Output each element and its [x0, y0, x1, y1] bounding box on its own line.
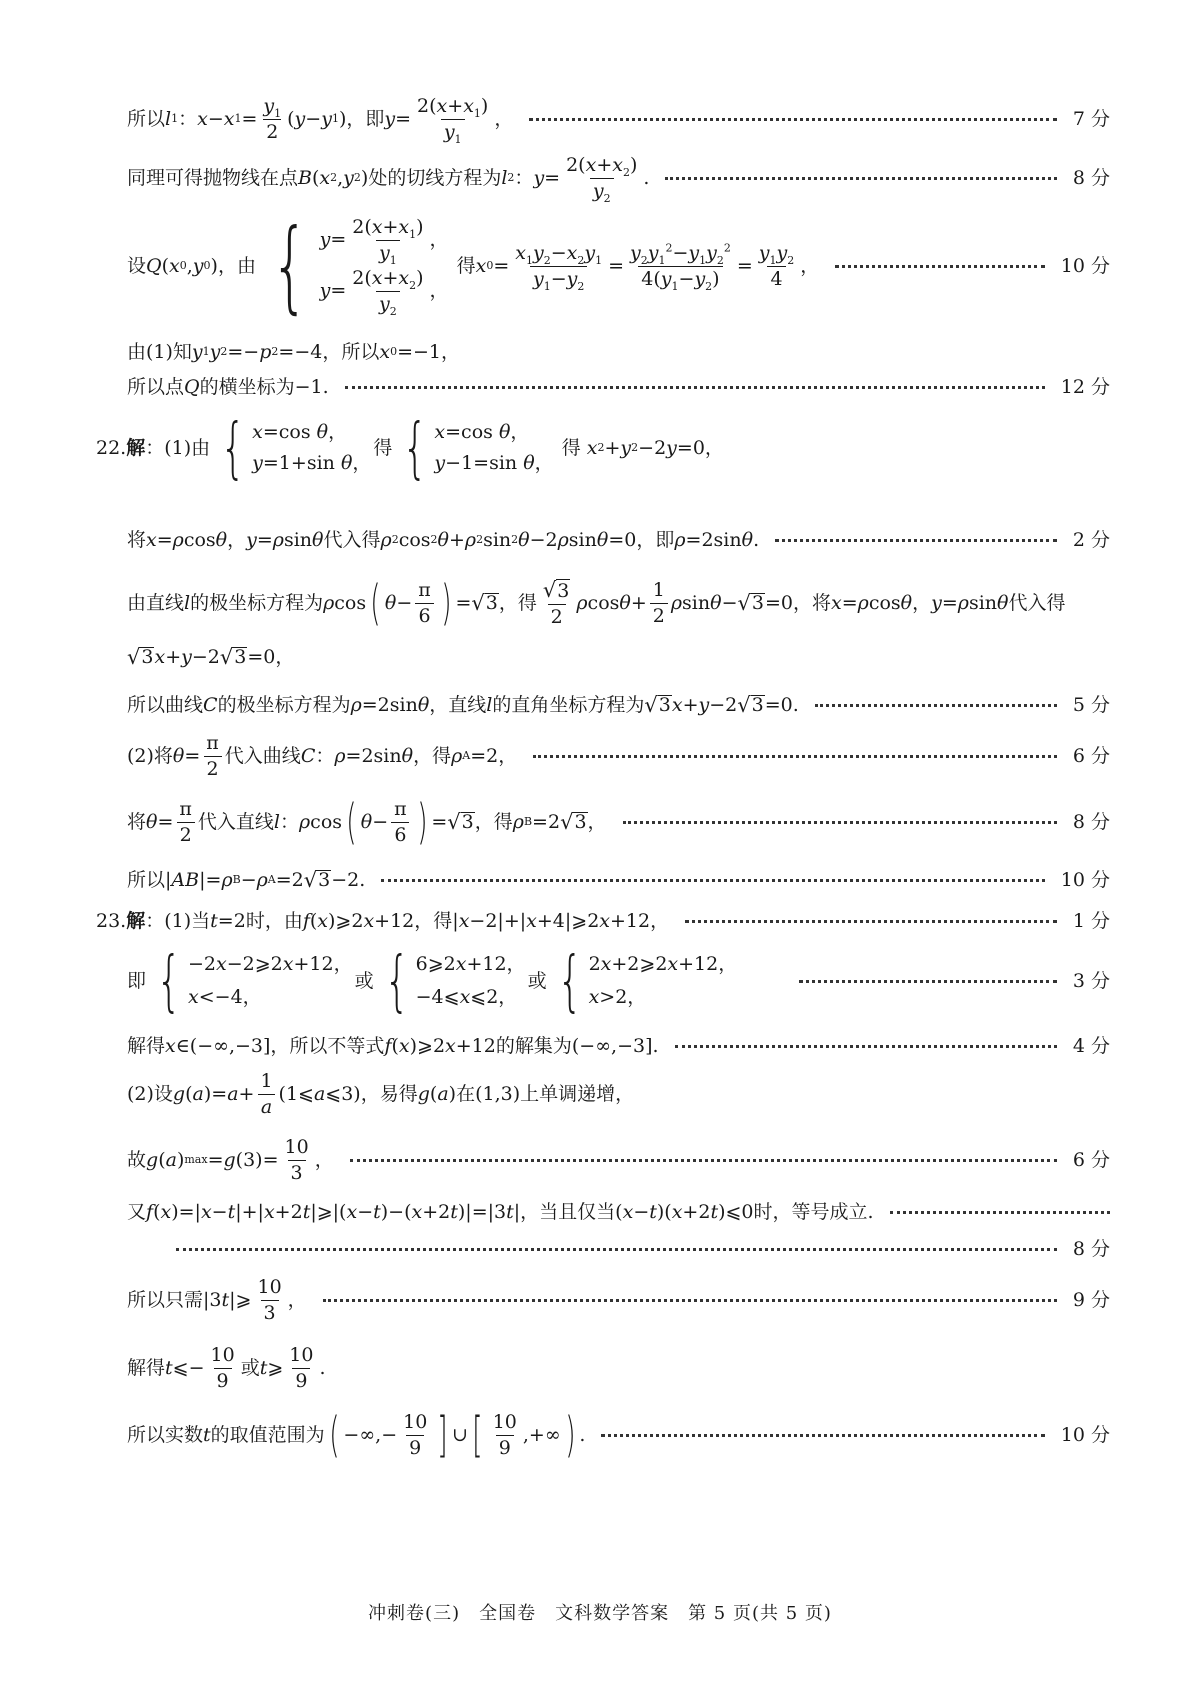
score: 1 分 — [1072, 909, 1110, 932]
text: 所以点 — [127, 375, 185, 398]
text: 的解集为 — [495, 1034, 572, 1057]
text: 所以实数 — [127, 1423, 204, 1446]
answer-line — [176, 1236, 1110, 1262]
text: ，当且仅当 — [520, 1200, 616, 1223]
dot-leader — [533, 755, 1057, 758]
text: ，直线 — [429, 693, 487, 716]
score: 2 分 — [1072, 528, 1110, 551]
text: ：(1)由 — [145, 436, 211, 459]
score: 4 分 — [1072, 1034, 1110, 1057]
text: ：(1)当 — [145, 909, 211, 932]
score: 6 分 — [1072, 744, 1110, 767]
text: 解得 — [127, 1034, 166, 1057]
text: 或 — [527, 969, 547, 992]
text: 所以曲线 — [127, 693, 204, 716]
text: 的取值范围为 — [210, 1423, 325, 1446]
text: 即 — [127, 969, 147, 992]
answer-line: (2)设 g ( a )= a + $\frac{1}{a}$ (1⩽ a ⩽3) ，易得 g ( a ) 在(1,3)上单调递增， — [127, 1069, 635, 1118]
text: ，将 — [792, 591, 831, 614]
text: ，得 — [474, 810, 513, 833]
text: 解得 — [127, 1356, 166, 1379]
text: ，得 — [413, 744, 452, 767]
answer-line: 所以 | AB |= ρ B − ρ A =2 √ 3 −2. 10 分 — [127, 867, 1110, 892]
score: 10 分 — [1060, 254, 1110, 277]
text: 设 — [127, 254, 147, 277]
answer-line: 所以只需 |3 t |⩾ $\frac{10}{3}$ ， 9 分 — [127, 1275, 1110, 1324]
answer-line: 解得 x ∈(−∞,−3] ，所以不等式 f ( x )⩾2 x +12 的解集为 (−∞,−3]. 4 分 — [127, 1034, 1110, 1057]
answer-line: 所以曲线 C 的极坐标方程为 ρ =2sin θ ，直线 l 的直角坐标方程为 √ 3 x + y −2 √ 3 =0. 5 分 — [127, 692, 1110, 717]
equation-system: { 2x+2⩾2x+12， x>2， — [556, 942, 738, 1019]
answer-line: 22. 解 ：(1)由 { x=cos θ， y=1+sin θ， 得 { x=cos θ， y−1=sin θ， 得 x 2 + y 2 −2 y =0， — [96, 409, 724, 486]
solution-label: 解 — [126, 436, 146, 459]
answer-line: 解得 t ⩽− $\frac{10}{9}$ 或 t ⩾ $\frac{10}{9}$ . — [127, 1343, 326, 1392]
dot-leader — [815, 704, 1057, 707]
answer-line: 23. 解 ：(1)当 t =2 时，由 f ( x )⩾2 x +12 ，得 | x −2|+| x +4|⩾2 x +12， 1 分 — [96, 909, 1110, 932]
text: ，得 — [414, 909, 453, 932]
text: 由(1)知 — [127, 340, 192, 363]
answer-line: 将 θ = $\frac{\pi}{2}$ 代入直线 l ： ρ cos ( θ − $\frac{\pi}{6}$ ) = √ 3 ，得 ρ B =2 √ 3 ， 8 分 — [127, 794, 1110, 850]
text: 又 — [127, 1200, 147, 1223]
answer-line: 由(1)知 y 1 y 2 =− p 2 =−4 ，所以 x 0 =−1， — [127, 340, 461, 363]
text: 所以 — [127, 868, 166, 891]
text: 时，等号成立. — [753, 1200, 874, 1223]
dot-leader — [350, 1159, 1057, 1162]
text: 在(1,3)上单调递增， — [456, 1082, 635, 1105]
text: 所以 — [127, 107, 166, 130]
text: 得 — [561, 436, 581, 459]
answer-line — [127, 942, 1110, 1019]
answer-line: 由直线 l 的极坐标方程为 ρ cos ( θ − $\frac{\pi}{6}$ ) = √ 3 ，得 $\frac{√3}{2}$ ρ cos θ + $\frac{1}{2}$ ρ sin θ − √ 3 =0 ，将 x = ρ cos θ ， y = ρ sin θ 代入得 — [127, 575, 1066, 631]
answer-line: 又 f ( x )=| x − t |+| x +2 t |⩾|( x − t )−( x +2 t )|=|3 t | ，当且仅当 ( x − t )( x +2 t )⩽0 时，等号成立. — [127, 1199, 1110, 1225]
answer-line: 将 x = ρ cos θ ， y = ρ sin θ 代入得 ρ 2 cos 2 θ + ρ 2 sin 2 θ −2 ρ sin θ =0 ，即 ρ =2sin θ . 2 分 — [127, 528, 1110, 551]
text: ，即 — [346, 107, 385, 130]
text: ，即 — [636, 528, 675, 551]
equation-system: { 6⩾2x+12， −4⩽x⩽2， — [384, 942, 526, 1019]
dot-leader — [529, 118, 1057, 121]
text: 代入直线 — [197, 810, 274, 833]
text: ，由 — [217, 254, 256, 277]
text: 得 — [456, 254, 476, 277]
equation-system: { x=cos θ， y=1+sin θ， — [220, 409, 372, 486]
dot-leader — [345, 386, 1045, 389]
score: 10 分 — [1060, 868, 1110, 891]
question-number: 23. — [96, 909, 127, 932]
answer-line: 所以实数 t 的取值范围为 ( −∞,− $\frac{10}{9}$ ] ∪ [ $\frac{10}{9}$ ,+∞ ) . 10 分 — [127, 1407, 1110, 1463]
text: 得 — [373, 436, 393, 459]
dot-leader — [601, 1434, 1044, 1437]
equation-system: { −2x−2⩾2x+12， x<−4， — [156, 942, 353, 1019]
text: 将 — [127, 528, 147, 551]
dot-leader — [176, 1248, 1057, 1251]
solution-label: 解 — [126, 909, 146, 932]
answer-line: (2)将 θ = $\frac{\pi}{2}$ 代入曲线 C ： ρ =2sin θ ，得 ρ A =2， 6 分 — [127, 731, 1110, 780]
text: 故 — [127, 1148, 147, 1171]
score: 10 分 — [1060, 1423, 1110, 1446]
text: ，得 — [498, 591, 537, 614]
dot-leader — [835, 265, 1045, 268]
text: 将 — [127, 810, 147, 833]
dot-leader — [685, 920, 1057, 923]
dot-leader — [665, 177, 1056, 180]
text: 由直线 — [127, 591, 185, 614]
dot-leader — [323, 1299, 1057, 1302]
equation-system: { y= $\frac{2(x+x_1)}{y_1}$ ， y= $\frac{2(x+x_2)}{y_2}$ ， — [270, 207, 449, 324]
dot-leader — [775, 539, 1057, 542]
dot-leader — [675, 1045, 1057, 1048]
text: 或 — [354, 969, 374, 992]
dot-leader — [890, 1211, 1110, 1214]
score: 3 分 — [1072, 969, 1110, 992]
text: 同理可得抛物线在点 — [127, 166, 299, 189]
dot-leader — [623, 821, 1057, 824]
score: 6 分 — [1072, 1148, 1110, 1171]
text: ，所以不等式 — [270, 1034, 385, 1057]
text: ，所以 — [322, 340, 380, 363]
answer-line: 所以 l 1 ： x − x 1 = $\frac{y_1}{2}$ ( y − y 1 ) ，即 y = $\frac{2(x+x_1)}{y_1}$ ， 7 分 — [127, 94, 1110, 146]
score: 5 分 — [1072, 693, 1110, 716]
text: ，易得 — [360, 1082, 418, 1105]
text: 的极坐标方程为 — [217, 693, 351, 716]
answer-line: √ 3 x + y −2 √ 3 =0， — [127, 644, 295, 669]
text: 处的切线方程为 — [368, 166, 502, 189]
text: 代入得 — [323, 528, 381, 551]
text: (2)将 — [127, 744, 173, 767]
text: 代入得 — [1008, 591, 1066, 614]
page-footer: 冲刺卷(三) 全国卷 文科数学答案 第 5 页(共 5 页) — [368, 1603, 832, 1624]
answer-line: 故 g ( a ) max = g (3)= $\frac{10}{3}$ ， 6 分 — [127, 1135, 1110, 1184]
score: 9 分 — [1072, 1288, 1110, 1311]
score: 8 分 — [1072, 1237, 1110, 1260]
score: 8 分 — [1072, 810, 1110, 833]
score: 8 分 — [1072, 166, 1110, 189]
text: 代入曲线 — [224, 744, 301, 767]
text: 的直角坐标方程为 — [492, 693, 645, 716]
text: 时，由 — [245, 909, 303, 932]
score: 12 分 — [1060, 375, 1110, 398]
answer-line: 同理可得抛物线在点 B ( x 2 , y 2 ) 处的切线方程为 l 2 ： y = $\frac{2(x+x_2)}{y_2}$ . 8 分 — [127, 153, 1110, 205]
text: 所以只需 — [127, 1288, 204, 1311]
text: 或 — [240, 1356, 260, 1379]
text: (2)设 — [127, 1082, 173, 1105]
answer-line: 设 Q ( x 0 , y 0 ) ，由 { y= $\frac{2(x+x_1)}{y_1}$ ， y= $\frac{2(x+x_2)}{y_2}$ ， 得 x 0 = $\frac{x_1y_2-x_2y_1}{y_1-y_2}$ = $\frac{y_2y_1^2-y_1y_2^2}{4(y_1-y_2)}$ = $\frac{y_1y_2}{4}$ ， 10 分 — [127, 207, 1110, 324]
text: 的横坐标为−1. — [199, 375, 329, 398]
dot-leader — [381, 879, 1044, 882]
dot-leader — [799, 980, 1057, 983]
text: 的极坐标方程为 — [190, 591, 324, 614]
answer-line: 所以点 Q 的横坐标为−1. 12 分 — [127, 375, 1110, 398]
question-number: 22. — [96, 436, 127, 459]
score: 7 分 — [1072, 107, 1110, 130]
equation-system: { x=cos θ， y−1=sin θ， — [402, 409, 554, 486]
